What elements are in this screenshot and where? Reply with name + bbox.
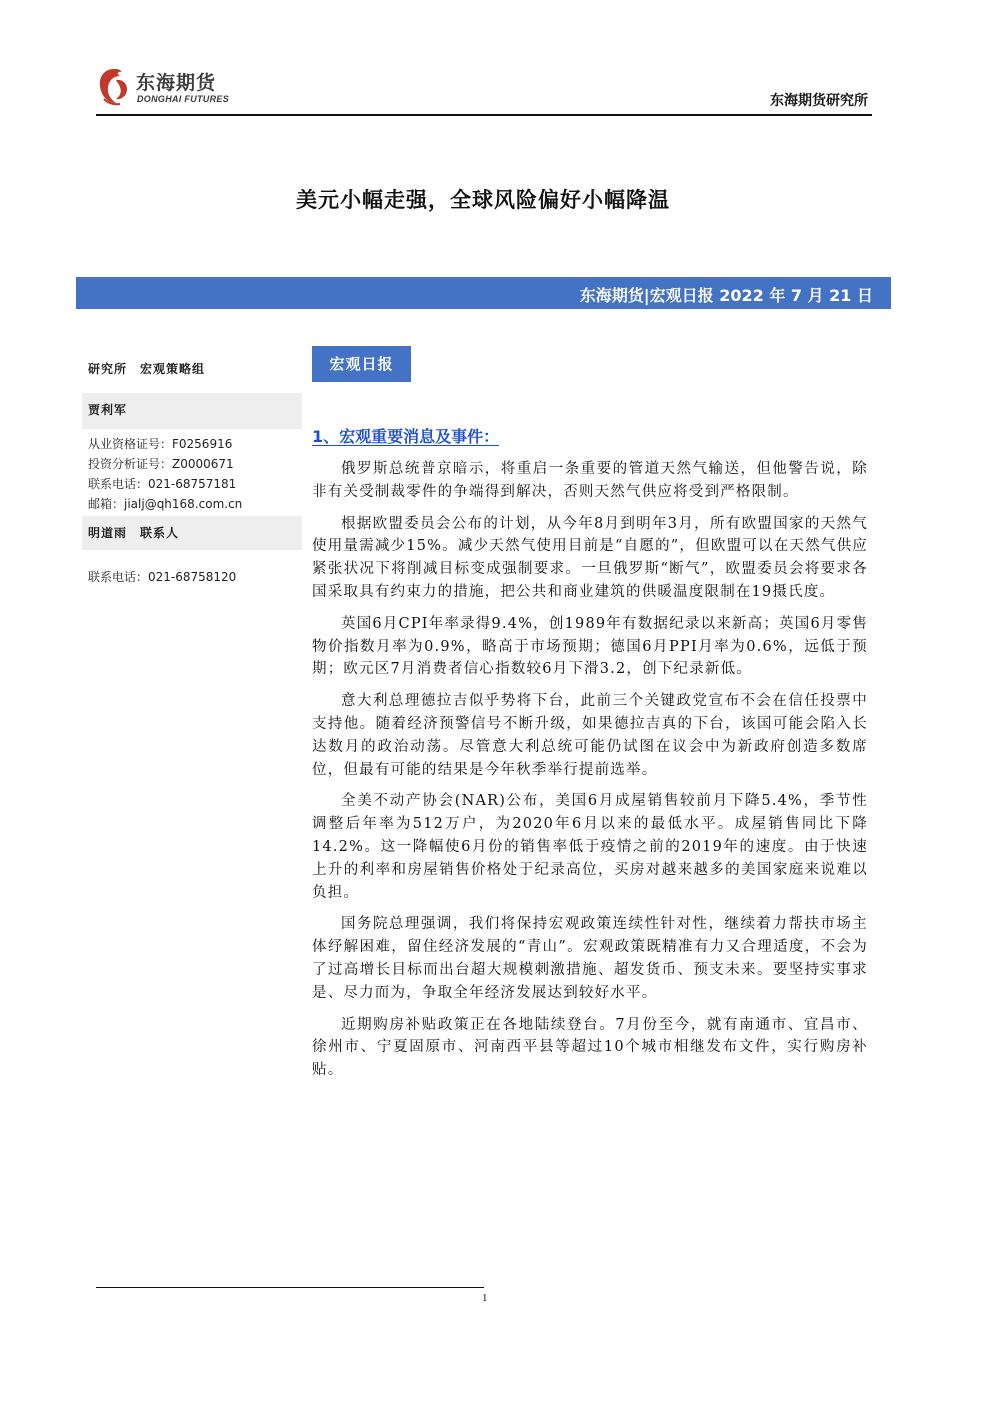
- sidebar-analyst-header: [82, 393, 302, 429]
- report-body: [312, 458, 868, 1091]
- dragon-emblem-icon: [96, 66, 132, 106]
- body-paragraph: 根据欧盟委员会公布的计划，从今年8月到明年3月，所有欧盟国家的天然气使用量需减少15%。减少天然气使用目前是“自愿的”，但欧盟可以在天然气供应紧张状况下将削减目标变成强制要求。一旦俄罗斯“断气”，欧盟委员会将要求各国采取具有约束力的措施，把公共和商业建筑的供暖温度限制在19摄氏度。: [312, 515, 868, 600]
- header-divider: [96, 114, 872, 116]
- logo-wordmark-cn: 东海期货: [136, 72, 217, 94]
- contact-name: 明道雨 联系人: [88, 526, 180, 540]
- company-logo: [96, 66, 236, 112]
- logo-wordmark-en: DONGHAI FUTURES: [137, 94, 229, 104]
- banner-date-text: 东海期货|宏观日报 2022 年 7 月 21 日: [579, 286, 873, 305]
- contact-phone: 联系电话：021-68758120: [88, 570, 237, 584]
- analyst-phone: 联系电话：021-68757181: [88, 477, 237, 491]
- body-paragraph: 国务院总理强调，我们将保持宏观政策连续性针对性，继续着力帮扶市场主体纾解困难，留住经济发展的“青山”。宏观政策既精准有力又合理适度，不会为了过高增长目标而出台超大规模刺激措施、超发货币、预支未来。要坚持实事求是、尽力而为，争取全年经济发展达到较好水平。: [312, 916, 868, 1001]
- body-paragraph: 近期购房补贴政策正在各地陆续登台。7月份至今，就有南通市、宜昌市、徐州市、宁夏固原市、河南西平县等超过10个城市相继发布文件，实行购房补贴。: [312, 1016, 868, 1079]
- sidebar-contact-header: [82, 516, 302, 550]
- report-title: 美元小幅走强，全球风险偏好小幅降温: [296, 188, 670, 212]
- body-paragraph: 俄罗斯总统普京暗示，将重启一条重要的管道天然气输送，但他警告说，除非有关受制裁零件的争端得到解决，否则天然气供应将受到严格限制。: [312, 461, 868, 500]
- section-heading: 1、宏观重要消息及事件：: [312, 427, 500, 446]
- body-paragraph: 全美不动产协会(NAR)公布，美国6月成屋销售较前月下降5.4%，季节性调整后年率为512万户，为2020年6月以来的最低水平。成屋销售同比下降14.2%。这一降幅使6月份的销售率低于疫情之前的2019年的速度。由于快速上升的利率和房屋销售价格处于纪录高位，买房对越来越多的美国家庭来说难以负担。: [312, 793, 868, 901]
- report-banner: [76, 277, 891, 309]
- analyst-investment-id: 投资分析证号：Z0000671: [88, 457, 234, 471]
- analyst-name: 贾利军: [88, 403, 128, 417]
- sidebar-department: 研究所 宏观策略组: [88, 362, 206, 376]
- header-org-name: 东海期货研究所: [770, 93, 868, 109]
- analyst-qualification-id: 从业资格证号：F0256916: [88, 437, 233, 451]
- body-paragraph: 意大利总理德拉吉似乎势将下台，此前三个关键政党宣布不会在信任投票中支持他。随着经济预警信号不断升级，如果德拉吉真的下台，该国可能会陷入长达数月的政治动荡。尽管意大利总统可能仍试图在议会中为新政府创造多数席位，但最有可能的结果是今年秋季举行提前选举。: [312, 693, 868, 778]
- footer-divider: [96, 1287, 484, 1288]
- body-paragraph: 英国6月CPI年率录得9.4%，创1989年有数据纪录以来新高；英国6月零售物价指数月率为0.9%，略高于市场预期；德国6月PPI月率为0.6%，远低于预期；欧元区7月消费者信心指数较6月下滑3.2，创下纪录新低。: [312, 615, 868, 678]
- section-tag: 宏观日报: [312, 346, 411, 382]
- page-number: 1: [482, 1292, 488, 1304]
- analyst-email: 邮箱：jialj@qh168.com.cn: [88, 497, 243, 511]
- page-header: [96, 62, 872, 116]
